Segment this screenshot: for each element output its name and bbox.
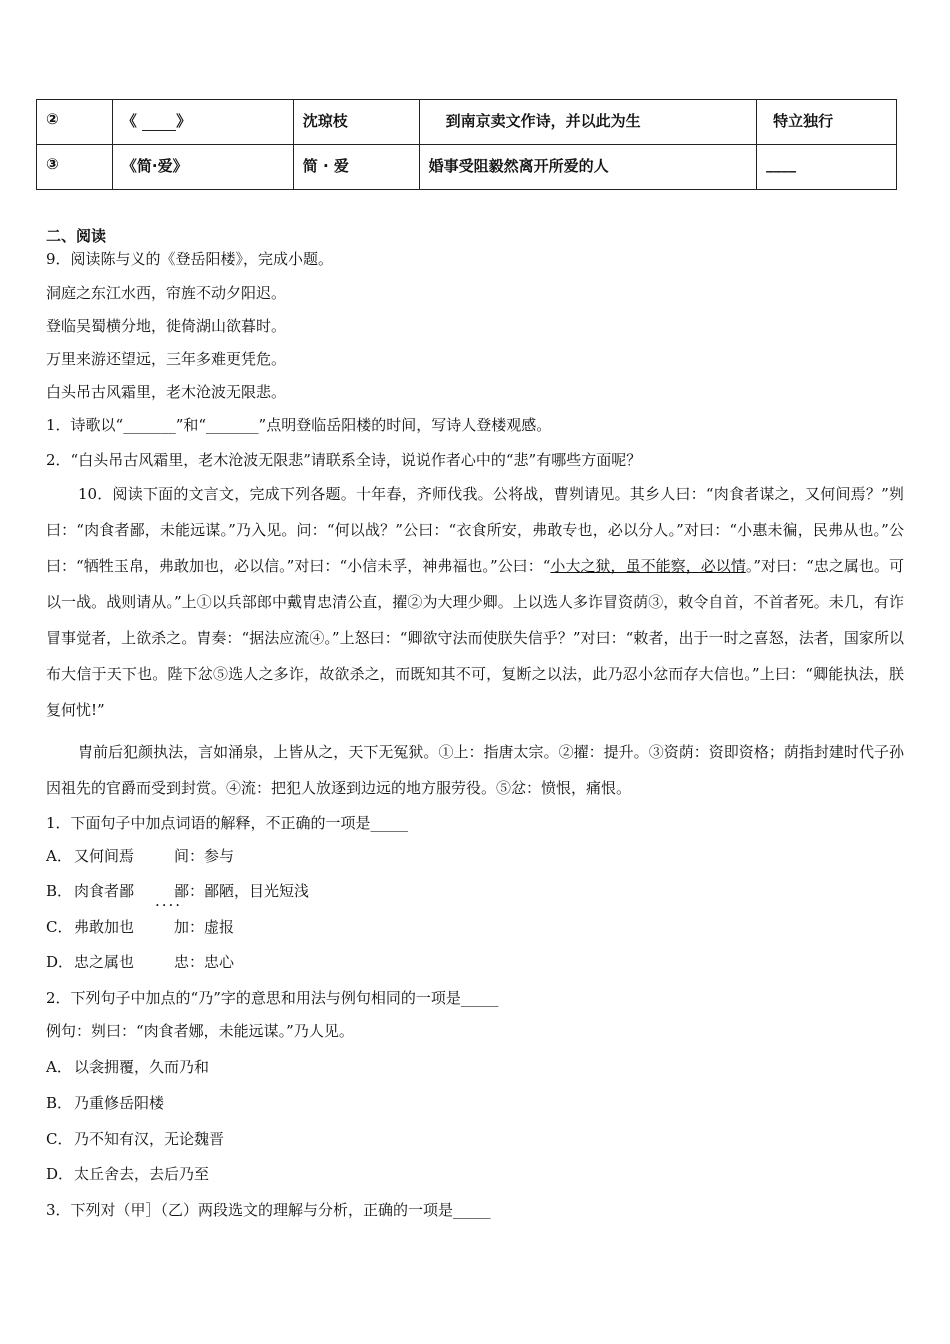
row-number: ③: [37, 145, 113, 190]
poem-line: 万里来游还望远，三年多难更凭危。: [46, 350, 287, 368]
poem-line: 洞庭之东江水西，帘旌不动夕阳迟。: [46, 284, 287, 302]
example-sentence: 例句：刿曰：“肉食者娜，未能远谋。”乃人见。: [46, 1022, 354, 1040]
character-trait: 特立独行: [757, 100, 897, 145]
option-c: C． 弗敢加也 加：虚报: [46, 918, 235, 936]
question-9-intro: 9．阅读陈与义的《登岳阳楼》，完成小题。: [46, 250, 334, 268]
option-a: A． 以衾拥覆，久而乃和: [46, 1058, 210, 1076]
table-row: [37, 145, 897, 190]
option-a: A． 又何间焉 间：参与: [46, 847, 235, 865]
underlined-sentence: 小大之狱，虽不能察，必以情: [550, 557, 746, 575]
option-b: B． 乃重修岳阳楼: [46, 1094, 165, 1112]
character-name: 沈琼枝: [293, 100, 419, 145]
poem-line: 白头吊古风霜里，老木沧波无限悲。: [46, 383, 287, 401]
option-b: B． 肉食者鄙 .... 鄙：鄙陋，目光短浅: [46, 882, 310, 910]
poem-line: 登临吴蜀横分地，徙倚湖山欲暮时。: [46, 317, 287, 335]
question-9-sub1: 1．诗歌以“_______”和“_______”点明登临岳阳楼的时间，写诗人登楼观感。: [46, 416, 552, 434]
option-c: C． 乃不知有汉，无论魏晋: [46, 1130, 225, 1148]
emphasis-dots: ....: [155, 892, 183, 910]
info-table: [36, 99, 897, 190]
character-name: 简 · 爱: [293, 145, 419, 190]
book-title: 《简·爱》: [112, 145, 293, 190]
question-10-sub3: 3．下列对（甲］（乙）两段选文的理解与分析，正确的一项是_____: [46, 1201, 491, 1219]
table-row: [37, 100, 897, 145]
option-d: D．忠之属也 忠：忠心: [46, 953, 235, 971]
question-10-passage-1: 10．阅读下面的文言文，完成下列各题。十年春，齐师伐我。公将战，曹刿请见。其乡人曰：“肉食者谋之，又何间焉？”刿曰：“肉食者鄙，未能远谋。”乃入见。问：“何以战？”公曰：“衣食所安，弗敢专也，必以分人。”对曰：“小惠未徧，民弗从也。”公曰：“牺牲玉帛，弗敢加也，必以信。”对曰：“小信未孚，神弗福也。”公曰：“小大之狱，虽不能察，必以情。”对曰：“忠之属也。可以一战。战则请从。”上①以兵部郎中戴胄忠清公直，擢②为大理少卿。上以选人多诈冒资荫③，敕令自首，不首者死。未几，有诈冒事觉者，上欲杀之。胄奏：“据法应流④。”上怒曰：“卿欲守法而使朕失信乎？”对曰：“敕者，出于一时之喜怒，法者，国家所以布大信于天下也。陛下忿⑤选人之多诈，故欲杀之，而既知其不可，复断之以法，此乃忍小忿而存大信也。”上曰：“卿能执法，朕复何忧!”: [46, 485, 904, 719]
character-event: 到南京卖文作诗，并以此为生: [419, 100, 757, 145]
question-9-sub2: 2．“白头吊古风霜里，老木沧波无限悲”请联系全诗，说说作者心中的“悲”有哪些方面呢？: [46, 451, 642, 469]
question-10-sub1: 1．下面句子中加点词语的解释，不正确的一项是_____: [46, 814, 409, 832]
row-number: ②: [37, 100, 113, 145]
question-10-sub2: 2．下列句子中加点的“乃”字的意思和用法与例句相同的一项是_____: [46, 989, 499, 1007]
character-event: 婚事受阻毅然离开所爱的人: [419, 145, 757, 190]
fill-blank: [142, 114, 176, 131]
question-10-passage-2: 胄前后犯颜执法，言如涌泉，上皆从之，天下无冤狱。①上：指唐太宗。②擢：提升。③资荫：资即资格；荫指封建时代子孙因祖先的官爵而受到封赏。④流：把犯人放逐到边远的地方服劳役。⑤忿：愤恨，痛恨。: [46, 743, 904, 797]
character-trait: ____: [757, 145, 897, 190]
section-heading: 二、阅读: [46, 227, 107, 245]
option-d: D．太丘舍去，去后乃至: [46, 1165, 210, 1183]
book-title-blank: 《 》: [112, 100, 293, 145]
